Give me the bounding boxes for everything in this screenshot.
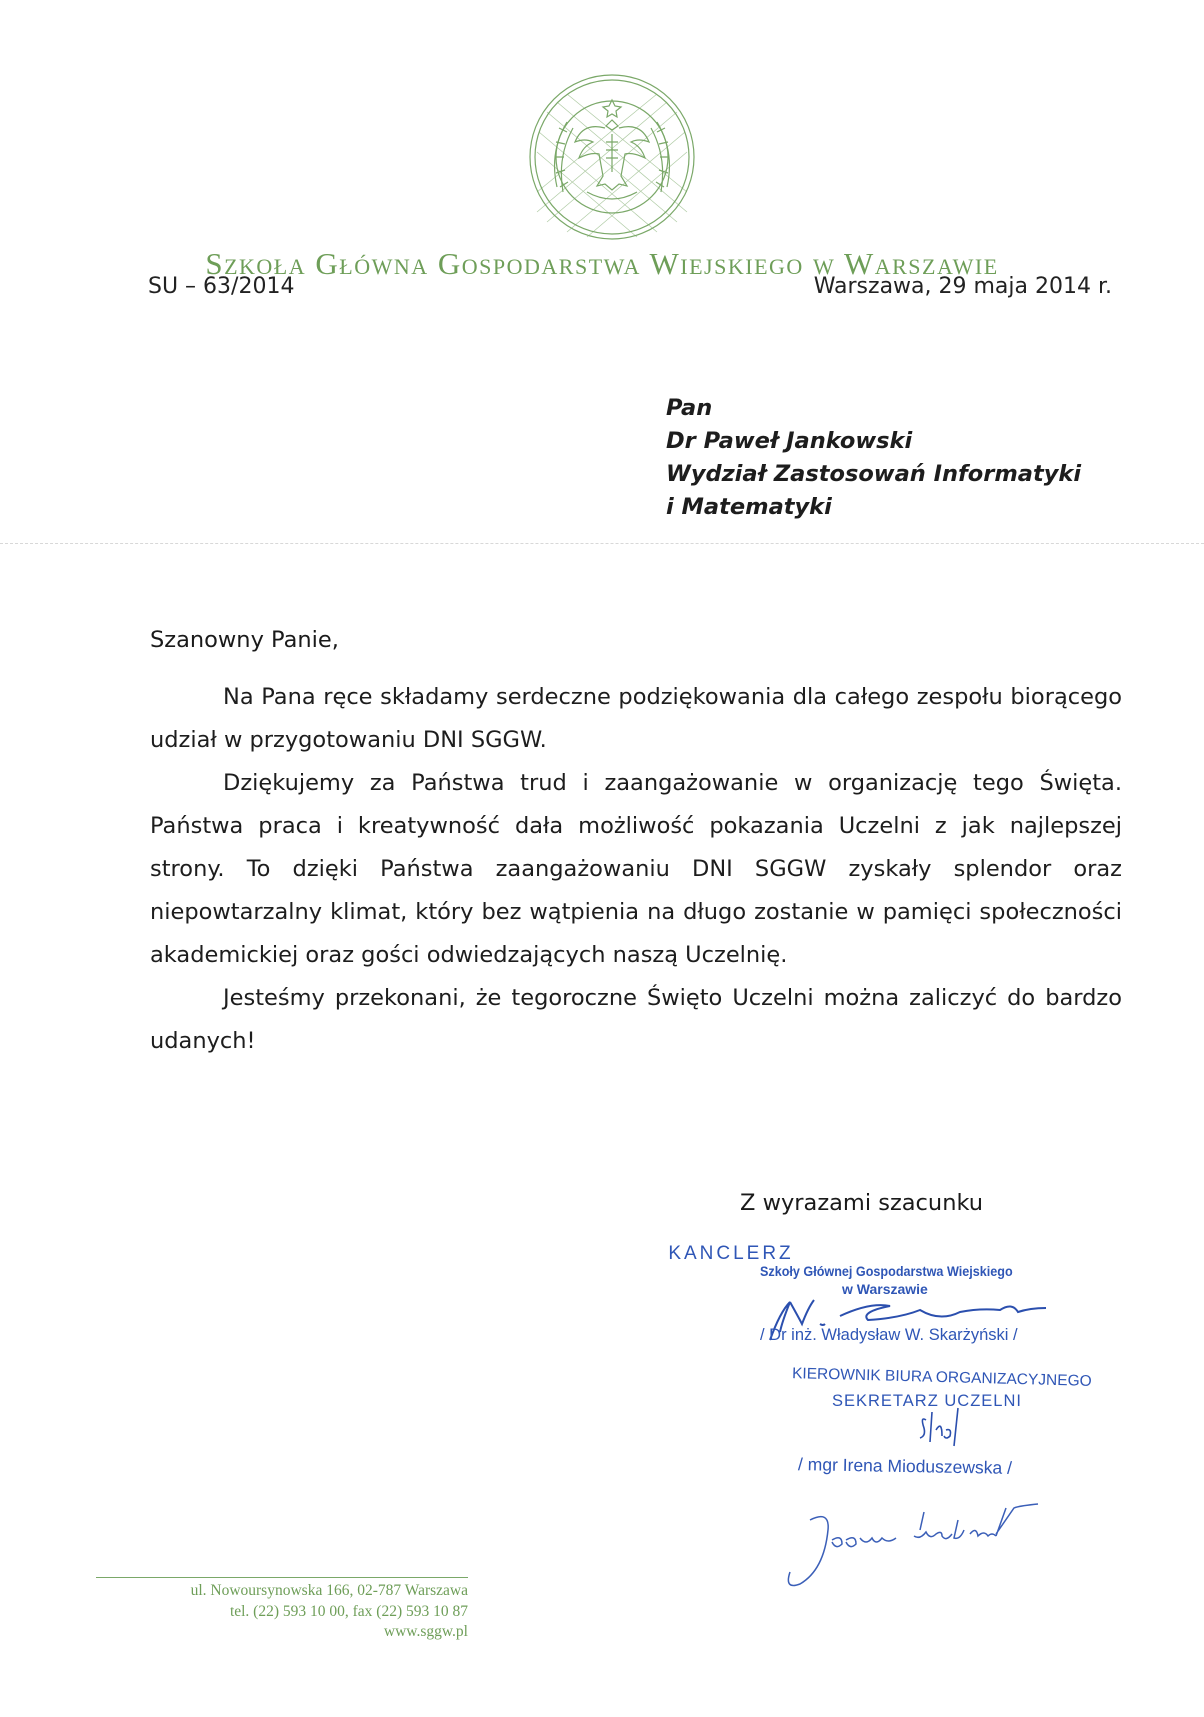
letter-date: Warszawa, 29 maja 2014 r.: [813, 274, 1112, 299]
addressee-department-line1: Wydział Zastosowań Informatyki: [666, 461, 1082, 487]
university-eagle-seal-icon: [527, 72, 697, 242]
body-line: niepowtarzalny klimat, który bez wątpienia na długo zostanie w pamięci społeczności: [150, 899, 1122, 925]
chancellor-name: / Dr inż. Władysław W. Skarżyński /: [760, 1326, 1018, 1344]
secretary-name: / mgr Irena Mioduszewska /: [797, 1454, 1013, 1478]
paragraph-3: [150, 977, 1122, 1063]
footer-address: ul. Nowoursynowska 166, 02-787 Warszawa: [190, 1582, 468, 1599]
addressee-block: [666, 392, 1081, 524]
addressee-name: Dr Paweł Jankowski: [666, 428, 913, 454]
addressee-department-line2: i Matematyki: [666, 494, 832, 520]
body-line: Państwa praca i kreatywność dała możliwość pokazania Uczelni z jak najlepszej: [150, 813, 1122, 839]
footer-divider: [96, 1577, 468, 1578]
addressee-salutation: Pan: [666, 395, 713, 421]
paragraph-1: [150, 676, 1122, 762]
body-line: akademickiej oraz gości odwiedzających naszą Uczelnię.: [150, 942, 788, 968]
reference-number: SU – 63/2014: [148, 274, 295, 299]
chancellor-stamp-title: KANCLERZ: [668, 1243, 794, 1264]
body-line: strony. To dzięki Państwa zaangażowaniu DNI SGGW zyskały splendor oraz: [150, 856, 1122, 882]
body-line: Na Pana ręce składamy serdeczne podziękowania dla całego zespołu biorącego: [223, 684, 1122, 710]
body-line: udział w przygotowaniu DNI SGGW.: [150, 727, 547, 753]
body-line: udanych!: [150, 1028, 256, 1054]
body-line: Jesteśmy przekonani, że tegoroczne Święto Uczelni można zaliczyć do bardzo: [223, 985, 1122, 1011]
secretary-role: KIEROWNIK BIURA ORGANIZACYJNEGO: [791, 1365, 1092, 1390]
handwritten-signature: [770, 1500, 1070, 1600]
closing: Z wyrazami szacunku: [740, 1190, 984, 1216]
paragraph-2: [150, 762, 1122, 977]
footer-phone: tel. (22) 593 10 00, fax (22) 593 10 87: [229, 1603, 468, 1620]
body-line: Dziękujemy za Państwa trud i zaangażowanie w organizację tego Święta.: [223, 770, 1122, 796]
institution-name: Szkoła Główna Gospodarstwa Wiejskiego w Warszawie: [205, 246, 999, 281]
secretary-signature: [900, 1400, 980, 1460]
chancellor-stamp-city: w Warszawie: [842, 1281, 928, 1297]
letter-body: [150, 676, 1122, 1063]
greeting: Szanowny Panie,: [150, 627, 339, 653]
footer-website: www.sggw.pl: [383, 1623, 468, 1640]
fold-line: [0, 543, 1204, 544]
chancellor-stamp-org: Szkoły Głównej Gospodarstwa Wiejskiego: [760, 1263, 1013, 1279]
secretary-title: SEKRETARZ UCZELNI: [832, 1392, 1022, 1410]
